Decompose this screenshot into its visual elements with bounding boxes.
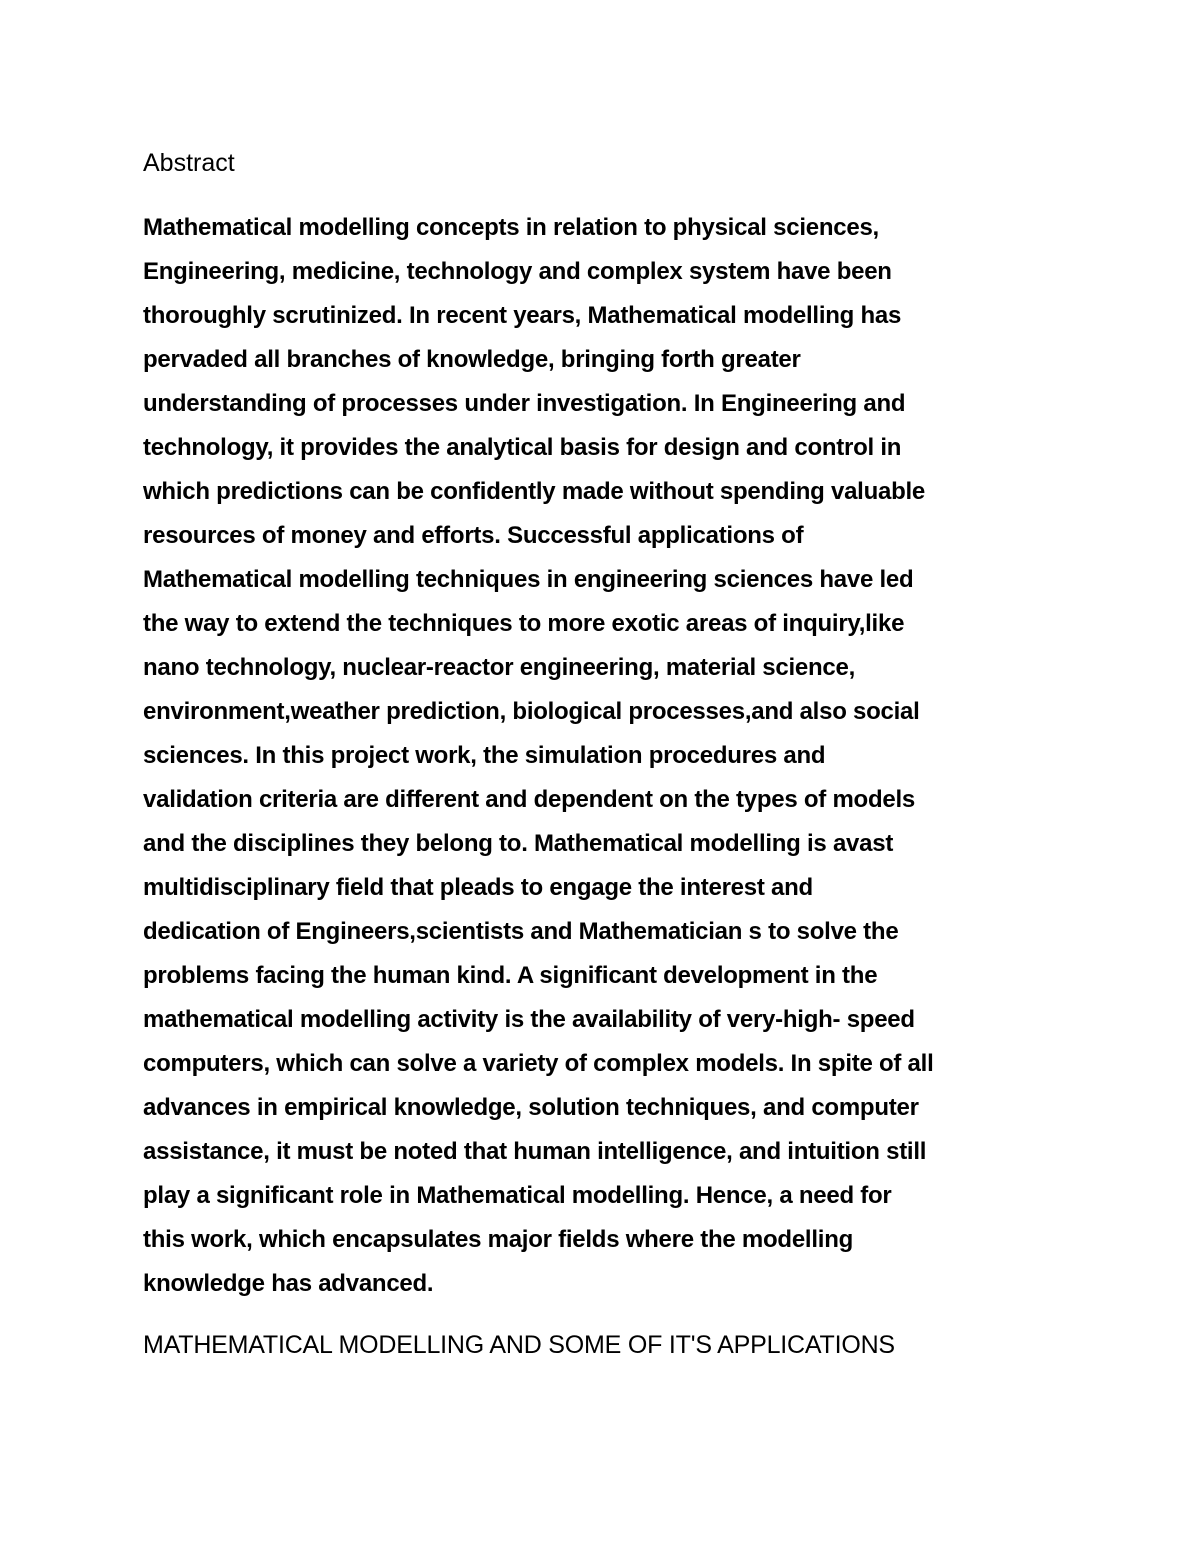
abstract-line: technology, it provides the analytical basis for design and control in: [143, 434, 902, 461]
abstract-line: which predictions can be confidently made without spending valuable: [143, 478, 926, 505]
abstract-line: multidisciplinary field that pleads to engage the interest and: [143, 874, 813, 901]
abstract-line: pervaded all branches of knowledge, bringing forth greater: [143, 346, 801, 373]
abstract-line: this work, which encapsulates major fields where the modelling: [143, 1226, 854, 1253]
abstract-line: play a significant role in Mathematical modelling. Hence, a need for: [143, 1182, 892, 1209]
abstract-line: problems facing the human kind. A significant development in the: [143, 962, 878, 989]
abstract-line: sciences. In this project work, the simulation procedures and: [143, 742, 826, 769]
abstract-line: thoroughly scrutinized. In recent years, Mathematical modelling has: [143, 302, 902, 329]
abstract-line: Mathematical modelling concepts in relation to physical sciences,: [143, 214, 879, 241]
abstract-line: validation criteria are different and dependent on the types of models: [143, 786, 915, 813]
abstract-line: Engineering, medicine, technology and complex system have been: [143, 258, 892, 285]
abstract-heading: Abstract: [143, 149, 235, 177]
abstract-line: dedication of Engineers,scientists and Mathematician s to solve the: [143, 918, 899, 945]
document-subtitle: MATHEMATICAL MODELLING AND SOME OF IT'S APPLICATIONS: [143, 1331, 895, 1359]
abstract-line: assistance, it must be noted that human intelligence, and intuition still: [143, 1138, 927, 1165]
abstract-line: computers, which can solve a variety of complex models. In spite of all: [143, 1050, 934, 1077]
abstract-line: the way to extend the techniques to more exotic areas of inquiry,like: [143, 610, 905, 637]
abstract-line: nano technology, nuclear-reactor engineering, material science,: [143, 654, 856, 681]
abstract-line: understanding of processes under investigation. In Engineering and: [143, 390, 906, 417]
abstract-line: and the disciplines they belong to. Mathematical modelling is avast: [143, 830, 894, 857]
abstract-line: environment,weather prediction, biological processes,and also social: [143, 698, 920, 725]
abstract-line: resources of money and efforts. Successful applications of: [143, 522, 804, 549]
abstract-line: mathematical modelling activity is the availability of very-high- speed: [143, 1006, 915, 1033]
abstract-body: [143, 211, 1073, 1311]
abstract-line: advances in empirical knowledge, solution techniques, and computer: [143, 1094, 919, 1121]
abstract-line: knowledge has advanced.: [143, 1270, 434, 1297]
abstract-line: Mathematical modelling techniques in engineering sciences have led: [143, 566, 914, 593]
